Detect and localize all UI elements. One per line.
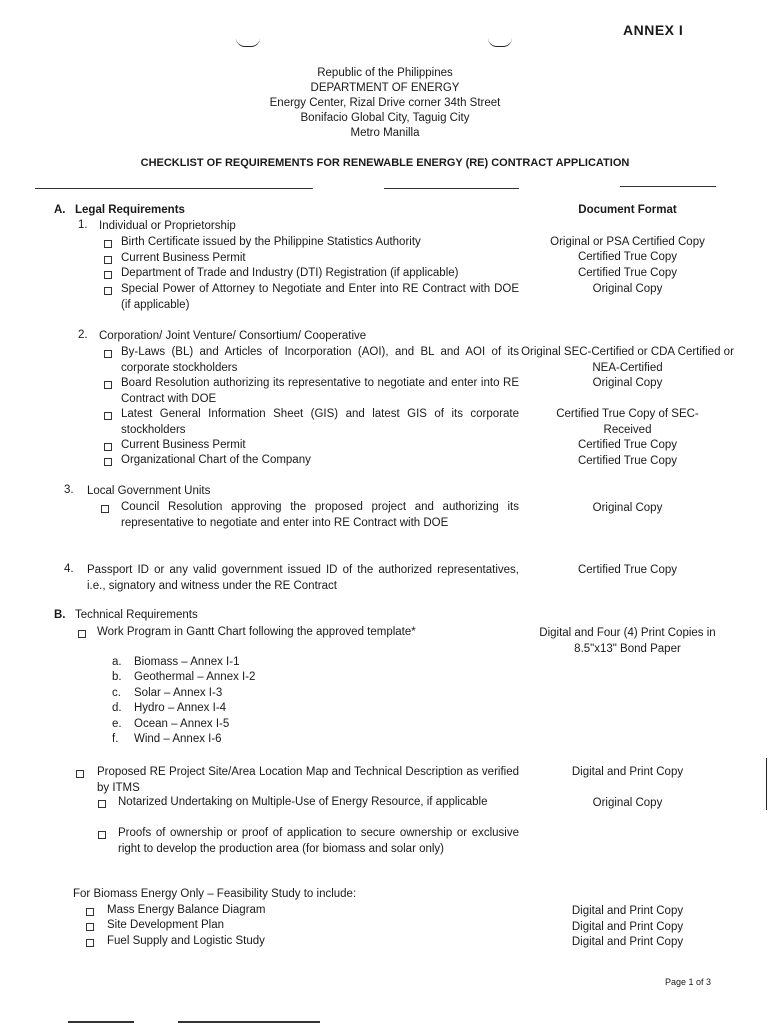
checkbox[interactable] xyxy=(104,350,112,358)
margin-mark xyxy=(766,758,767,810)
annex-letter: e. xyxy=(112,718,122,730)
header-address-2: Bonifacio Global City, Taguig City xyxy=(300,112,470,124)
checkbox[interactable] xyxy=(104,271,112,279)
checkbox[interactable] xyxy=(104,287,112,295)
requirement-text: Current Business Permit xyxy=(121,439,246,451)
signature-line xyxy=(178,1021,320,1023)
checkbox[interactable] xyxy=(76,770,84,778)
format-value: Original Copy xyxy=(592,502,663,514)
header-republic: Republic of the Philippines xyxy=(317,67,453,79)
checkbox[interactable] xyxy=(78,630,86,638)
format-value: Digital and Print Copy xyxy=(571,766,684,778)
checkbox[interactable] xyxy=(104,256,112,264)
checkbox[interactable] xyxy=(104,458,112,466)
site-map-text: Proposed RE Project Site/Area Location Map and Technical Description as verified by ITMS xyxy=(97,766,519,794)
format-value: Certified True Copy xyxy=(577,439,678,451)
format-value: Certified True Copy xyxy=(577,455,678,467)
requirement-text: Organizational Chart of the Company xyxy=(121,454,311,466)
header-department: DEPARTMENT OF ENERGY xyxy=(310,82,460,94)
checkbox[interactable] xyxy=(86,939,94,947)
annex-letter: a. xyxy=(112,656,122,668)
format-value: Digital and Print Copy xyxy=(571,905,684,917)
format-value: Certified True Copy of SEC-Received xyxy=(556,408,699,436)
item-4-number: 4. xyxy=(64,563,74,575)
annex-letter: d. xyxy=(112,702,122,714)
checkbox[interactable] xyxy=(104,443,112,451)
biomass-item: Mass Energy Balance Diagram xyxy=(107,904,266,916)
format-value: Certified True Copy xyxy=(577,251,678,263)
item-2-number: 2. xyxy=(78,329,88,341)
annex-item: Hydro – Annex I-4 xyxy=(134,702,227,714)
requirement-text: Passport ID or any valid government issued ID of the authorized representatives, i.e., signatory and witness under the RE Contract xyxy=(87,564,519,592)
annex-letter: b. xyxy=(112,671,122,683)
binding-mark xyxy=(488,38,512,47)
item-2-title: Corporation/ Joint Venture/ Consortium/ Cooperative xyxy=(99,330,367,342)
work-program-text: Work Program in Gantt Chart following the approved template* xyxy=(97,626,416,638)
item-3-title: Local Government Units xyxy=(87,485,211,497)
proofs-text: Proofs of ownership or proof of application to secure ownership or exclusive right to develop the production area (for biomass and solar only) xyxy=(118,827,519,855)
annex-letter: c. xyxy=(112,687,121,699)
requirement-text: Latest General Information Sheet (GIS) and latest GIS of its corporate stockholders xyxy=(121,408,519,436)
format-value: Original Copy xyxy=(592,377,663,389)
page-number: Page 1 of 3 xyxy=(665,977,712,987)
format-value: Original Copy xyxy=(592,283,663,295)
format-value: Certified True Copy xyxy=(577,267,678,279)
annex-letter: f. xyxy=(112,733,119,745)
requirement-text: Council Resolution approving the proposed project and authorizing its representative to negotiate and enter into RE Contract with DOE xyxy=(121,501,519,529)
undertaking-text: Notarized Undertaking on Multiple-Use of Energy Resource, if applicable xyxy=(118,796,488,808)
format-value: Digital and Print Copy xyxy=(571,936,684,948)
annex-label: ANNEX I xyxy=(623,22,684,38)
section-a-label: A. xyxy=(54,204,66,216)
format-value: Certified True Copy xyxy=(577,564,678,576)
binding-mark xyxy=(236,38,260,47)
annex-item: Biomass – Annex I-1 xyxy=(134,656,240,668)
requirement-text: Birth Certificate issued by the Philippine Statistics Authority xyxy=(121,236,421,248)
section-b-title: Technical Requirements xyxy=(75,609,198,621)
biomass-item: Site Development Plan xyxy=(107,919,224,931)
document-title: CHECKLIST OF REQUIREMENTS FOR RENEWABLE ENERGY (RE) CONTRACT APPLICATION xyxy=(140,157,630,169)
header-address-3: Metro Manilla xyxy=(350,127,420,139)
checkbox[interactable] xyxy=(104,240,112,248)
requirement-text: Board Resolution authorizing its representative to negotiate and enter into RE Contract with DOE xyxy=(121,377,519,405)
requirement-text: Special Power of Attorney to Negotiate and Enter into RE Contract with DOE (if applicable) xyxy=(121,283,519,311)
checkbox[interactable] xyxy=(86,908,94,916)
divider xyxy=(384,188,519,189)
item-1-number: 1. xyxy=(78,219,88,231)
biomass-heading: For Biomass Energy Only – Feasibility Study to include: xyxy=(73,888,357,900)
annex-item: Solar – Annex I-3 xyxy=(134,687,223,699)
checkbox[interactable] xyxy=(104,412,112,420)
format-value: Original SEC-Certified or CDA Certified or NEA-Certified xyxy=(521,346,734,374)
checkbox[interactable] xyxy=(98,831,106,839)
requirement-text: Department of Trade and Industry (DTI) Registration (if applicable) xyxy=(121,267,459,279)
signature-line xyxy=(68,1021,134,1023)
format-value: Original Copy xyxy=(592,797,663,809)
checkbox[interactable] xyxy=(98,800,106,808)
checkbox[interactable] xyxy=(86,923,94,931)
annex-item: Ocean – Annex I-5 xyxy=(134,718,230,730)
format-value: Digital and Four (4) Print Copies in 8.5"x13" Bond Paper xyxy=(539,627,716,655)
requirement-text: By-Laws (BL) and Articles of Incorporation (AOI), and BL and AOI of its corporate stockholders xyxy=(121,346,519,374)
annex-item: Geothermal – Annex I-2 xyxy=(134,671,256,683)
section-b-label: B. xyxy=(54,609,66,621)
header-address-1: Energy Center, Rizal Drive corner 34th Street xyxy=(269,97,501,109)
divider xyxy=(620,186,716,187)
requirement-text: Current Business Permit xyxy=(121,252,246,264)
section-a-title: Legal Requirements xyxy=(75,204,185,216)
format-value: Original or PSA Certified Copy xyxy=(550,236,705,248)
format-value: Digital and Print Copy xyxy=(571,921,684,933)
biomass-item: Fuel Supply and Logistic Study xyxy=(107,935,265,947)
format-column-heading: Document Format xyxy=(578,204,677,216)
divider xyxy=(35,188,313,189)
checkbox[interactable] xyxy=(104,381,112,389)
annex-item: Wind – Annex I-6 xyxy=(134,733,222,745)
item-3-number: 3. xyxy=(64,484,74,496)
item-1-title: Individual or Proprietorship xyxy=(99,220,236,232)
checkbox[interactable] xyxy=(101,505,109,513)
